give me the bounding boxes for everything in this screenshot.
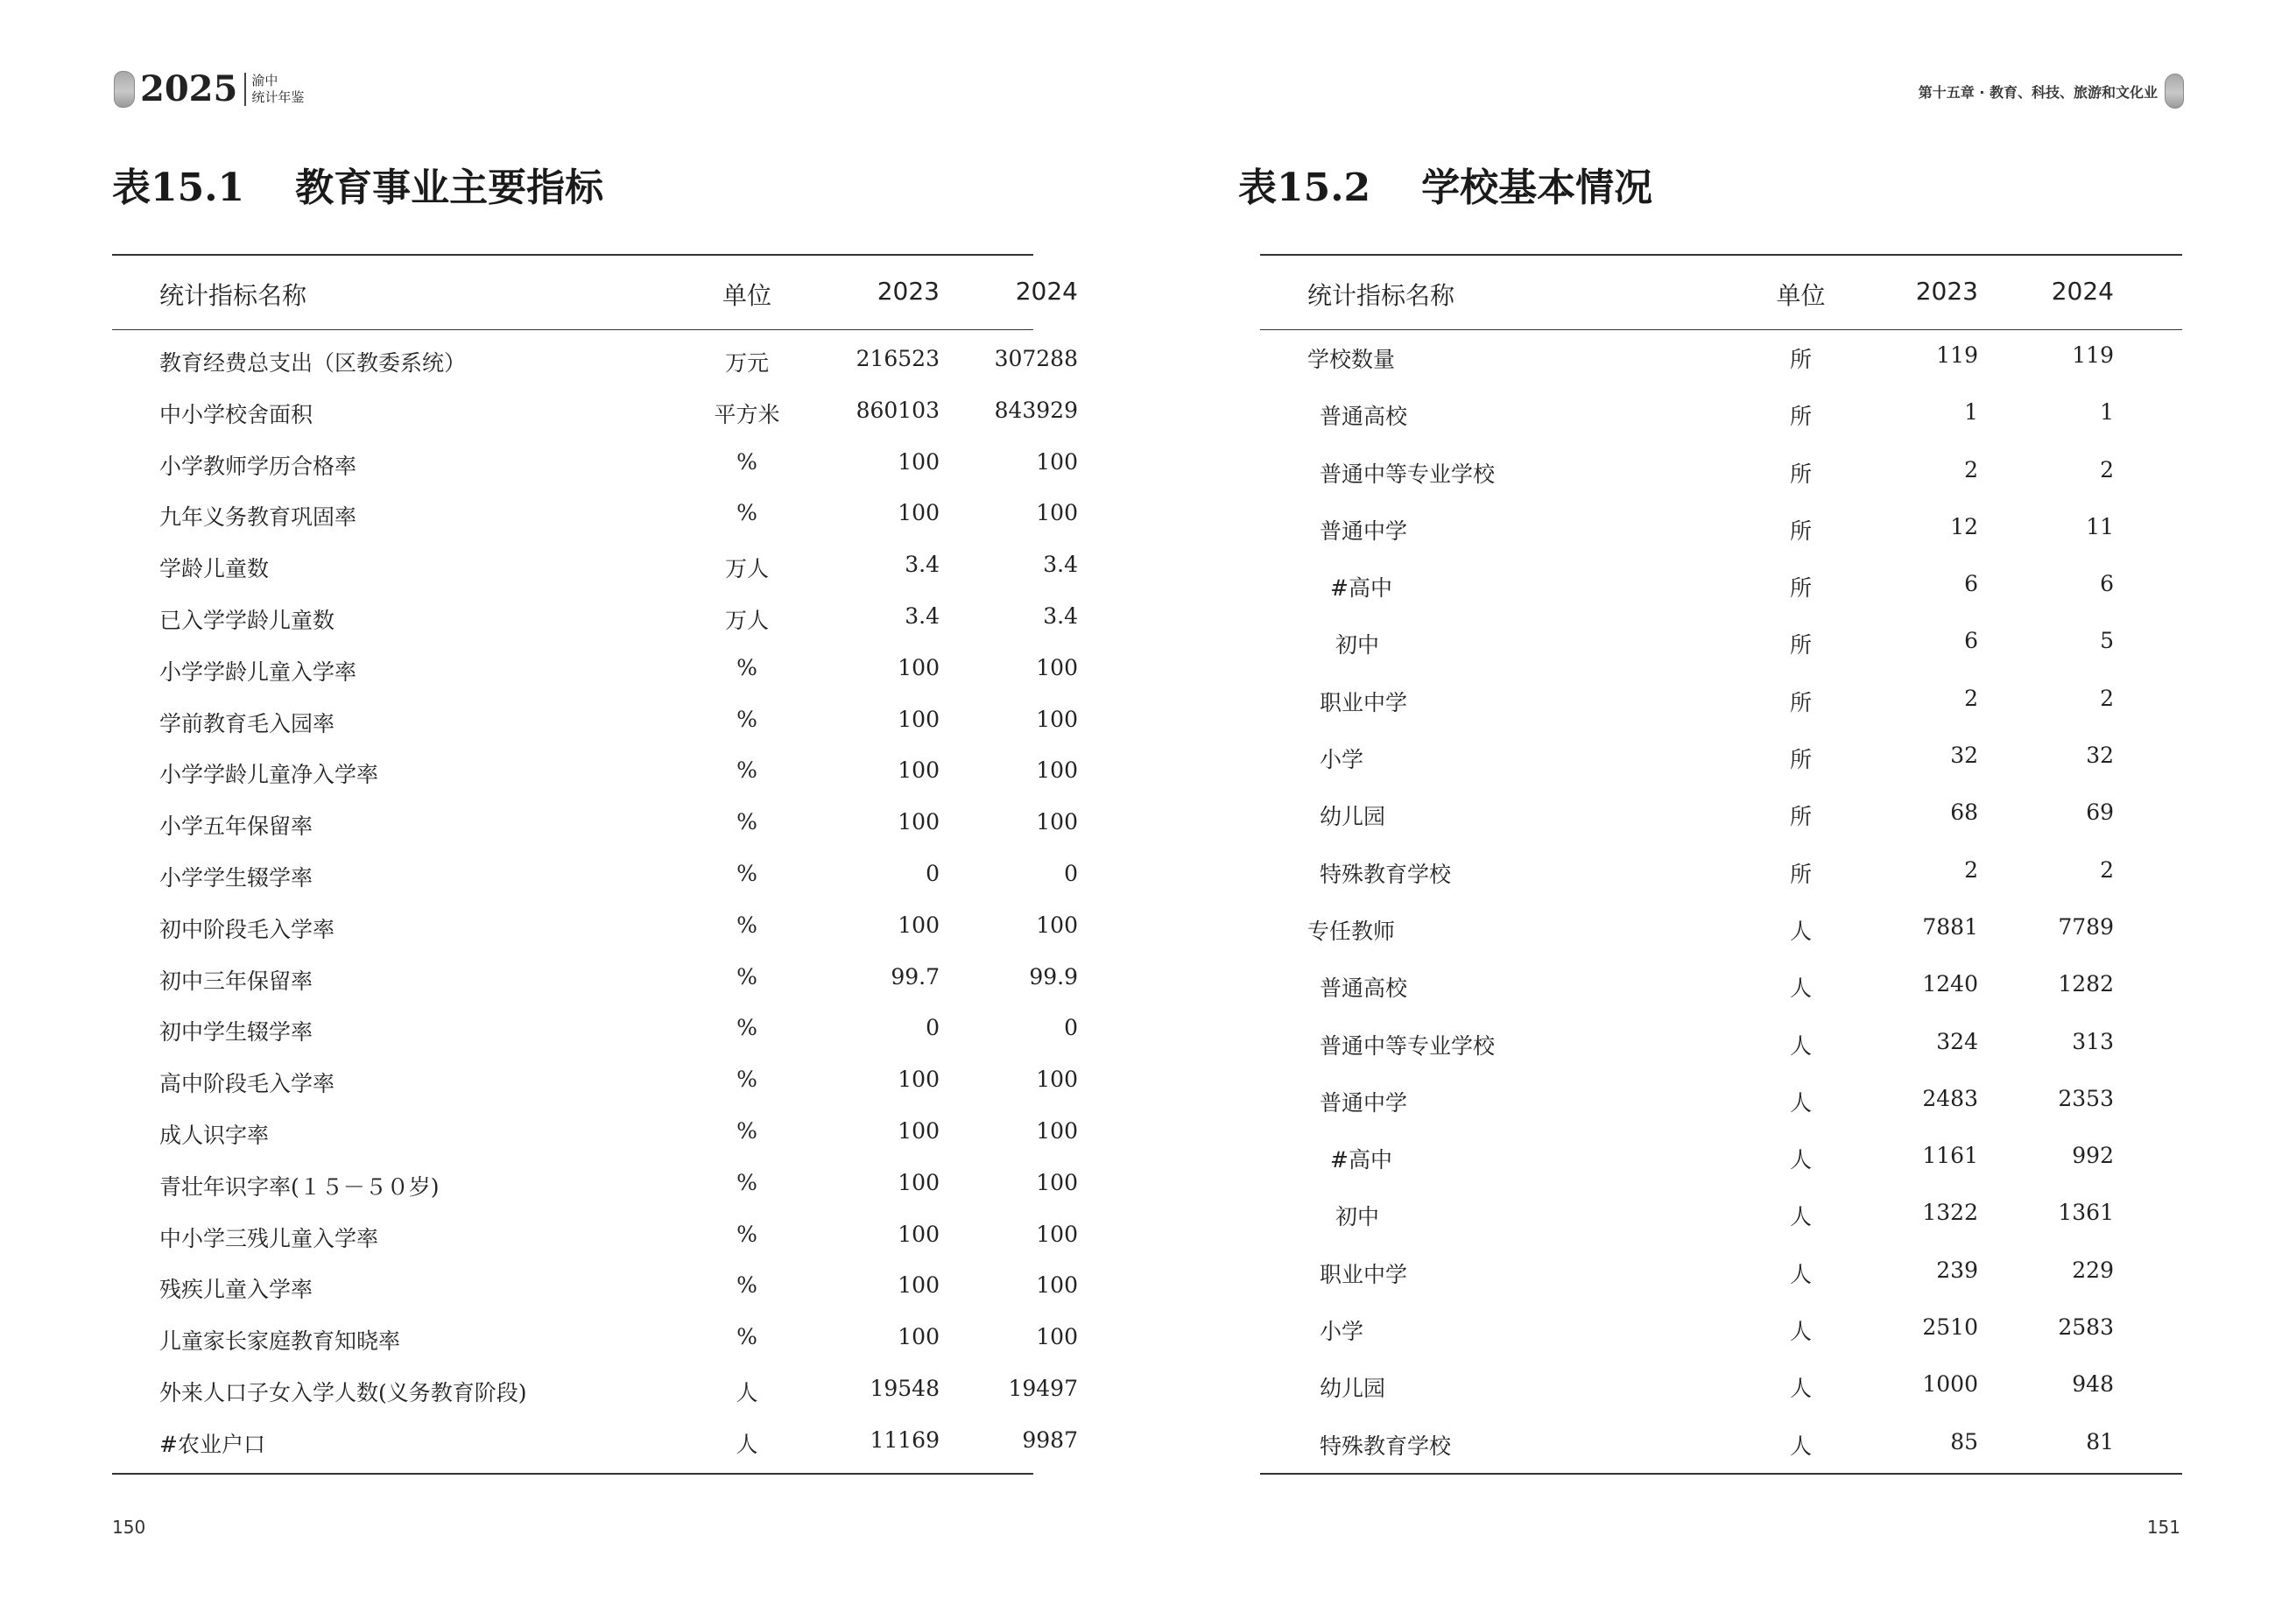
table-row bbox=[112, 1169, 1078, 1222]
col-header-unit: 单位 bbox=[722, 281, 771, 310]
row-value-2023: 100 bbox=[898, 448, 940, 475]
table-row bbox=[112, 1221, 1078, 1273]
table-row bbox=[1260, 399, 2182, 456]
row-value-2023: 119 bbox=[1936, 342, 1978, 368]
row-name: 学校数量 bbox=[1307, 347, 1396, 372]
row-value-2023: 100 bbox=[898, 1117, 940, 1144]
header-book-line2: 统计年鉴 bbox=[251, 88, 305, 105]
table-row bbox=[112, 346, 1078, 398]
row-unit: 所 bbox=[1789, 575, 1812, 602]
table-row bbox=[1260, 914, 2182, 971]
row-value-2024: 11 bbox=[2086, 513, 2114, 539]
row-unit: 所 bbox=[1789, 518, 1812, 544]
table2 bbox=[1260, 254, 2182, 1475]
row-value-2023: 1000 bbox=[1922, 1371, 1978, 1398]
chapter-title: 第十五章 · 教育、科技、旅游和文化业 bbox=[1918, 83, 2158, 101]
row-unit: 人 bbox=[1789, 1376, 1812, 1402]
header-divider bbox=[244, 73, 246, 106]
row-unit: 人 bbox=[1789, 1032, 1812, 1059]
row-value-2024: 69 bbox=[2086, 799, 2114, 826]
table-row bbox=[1260, 686, 2182, 743]
row-value-2023: 85 bbox=[1950, 1428, 1978, 1455]
row-value-2023: 100 bbox=[898, 757, 940, 784]
row-value-2023: 1 bbox=[1964, 399, 1978, 426]
table1-number: 表15.1 bbox=[112, 166, 245, 210]
row-value-2024: 2583 bbox=[2058, 1314, 2114, 1341]
header-book-title bbox=[251, 73, 304, 106]
row-unit: 所 bbox=[1789, 747, 1812, 773]
table-row bbox=[1260, 1429, 2182, 1486]
page-number-right: 151 bbox=[2146, 1517, 2180, 1538]
row-unit: 人 bbox=[1789, 1433, 1812, 1459]
row-value-2024: 100 bbox=[1036, 1324, 1078, 1350]
row-value-2023: 1161 bbox=[1922, 1143, 1978, 1169]
table-row bbox=[1260, 571, 2182, 628]
table-row bbox=[112, 448, 1078, 501]
row-name: #农业户口 bbox=[159, 1431, 265, 1457]
row-unit: 所 bbox=[1789, 861, 1812, 887]
row-value-2024: 992 bbox=[2072, 1143, 2114, 1169]
row-value-2023: 239 bbox=[1936, 1257, 1978, 1283]
header-book-line1: 渝中 bbox=[251, 72, 278, 88]
row-name: 教育经费总支出（区教委系统） bbox=[159, 350, 467, 376]
row-value-2024: 1 bbox=[2100, 399, 2114, 426]
row-value-2024: 100 bbox=[1036, 706, 1078, 732]
row-name: 学龄儿童数 bbox=[159, 556, 270, 582]
table2-title bbox=[1238, 156, 1652, 212]
row-value-2024: 100 bbox=[1036, 1169, 1078, 1195]
row-value-2023: 100 bbox=[898, 1169, 940, 1195]
table-row bbox=[112, 757, 1078, 809]
table-row bbox=[1260, 628, 2182, 685]
row-value-2023: 6 bbox=[1964, 628, 1978, 654]
table-row bbox=[1260, 514, 2182, 571]
table-row bbox=[112, 552, 1078, 603]
row-name: 儿童家长家庭教育知晓率 bbox=[159, 1328, 401, 1355]
row-value-2023: 216523 bbox=[856, 346, 940, 371]
row-unit: % bbox=[736, 1169, 757, 1195]
row-unit: 人 bbox=[1789, 976, 1812, 1002]
row-name: 初中 bbox=[1335, 1204, 1380, 1230]
row-value-2023: 100 bbox=[898, 654, 940, 680]
row-value-2024: 100 bbox=[1036, 809, 1078, 835]
row-value-2024: 100 bbox=[1036, 1272, 1078, 1299]
row-value-2023: 68 bbox=[1950, 799, 1978, 826]
table-row bbox=[1260, 457, 2182, 514]
table2-number: 表15.2 bbox=[1238, 166, 1371, 210]
table-row bbox=[1260, 857, 2182, 914]
row-name: 小学五年保留率 bbox=[159, 814, 313, 840]
row-value-2024: 313 bbox=[2072, 1028, 2114, 1054]
row-value-2023: 100 bbox=[898, 1067, 940, 1093]
row-value-2024: 2 bbox=[2100, 685, 2114, 711]
row-unit: % bbox=[736, 706, 757, 732]
page-number-left: 150 bbox=[112, 1517, 146, 1538]
table-row bbox=[112, 654, 1078, 707]
row-name: #高中 bbox=[1330, 575, 1392, 602]
table-row bbox=[1260, 971, 2182, 1028]
row-unit: 万元 bbox=[724, 350, 769, 376]
row-unit: 人 bbox=[1789, 1319, 1812, 1345]
table-row bbox=[112, 500, 1078, 552]
row-value-2024: 119 bbox=[2072, 342, 2114, 368]
row-name: 初中阶段毛入学率 bbox=[159, 916, 335, 942]
table1-title bbox=[112, 156, 603, 212]
row-unit: % bbox=[736, 1117, 757, 1144]
row-value-2024: 3.4 bbox=[1043, 602, 1078, 629]
table-row bbox=[1260, 1143, 2182, 1200]
table-row bbox=[1260, 1314, 2182, 1371]
table-row bbox=[112, 963, 1078, 1016]
row-name: 职业中学 bbox=[1320, 1261, 1408, 1287]
row-value-2024: 6 bbox=[2100, 571, 2114, 597]
row-value-2023: 1322 bbox=[1922, 1200, 1978, 1226]
row-unit: % bbox=[736, 757, 757, 784]
table-row bbox=[112, 706, 1078, 758]
row-name: 初中学生辍学率 bbox=[159, 1019, 313, 1046]
row-name: 成人识字率 bbox=[159, 1122, 270, 1148]
logo-icon bbox=[114, 71, 135, 108]
table-row bbox=[1260, 1371, 2182, 1428]
row-name: 小学 bbox=[1320, 747, 1364, 773]
row-unit: % bbox=[736, 1324, 757, 1350]
row-value-2023: 2 bbox=[1964, 685, 1978, 711]
row-value-2023: 100 bbox=[898, 706, 940, 732]
row-name: 小学学龄儿童入学率 bbox=[159, 659, 357, 685]
row-value-2024: 5 bbox=[2100, 628, 2114, 654]
row-name: 普通中等专业学校 bbox=[1320, 1032, 1496, 1059]
row-value-2024: 3.4 bbox=[1043, 552, 1078, 578]
col-header-2024: 2024 bbox=[1015, 277, 1078, 306]
row-value-2023: 3.4 bbox=[905, 552, 940, 578]
row-value-2023: 0 bbox=[926, 1015, 940, 1041]
row-value-2024: 100 bbox=[1036, 1067, 1078, 1093]
row-value-2024: 100 bbox=[1036, 1117, 1078, 1144]
row-value-2023: 100 bbox=[898, 809, 940, 835]
row-value-2023: 100 bbox=[898, 912, 940, 938]
table-row bbox=[112, 1015, 1078, 1067]
row-value-2023: 32 bbox=[1950, 743, 1978, 769]
table-row bbox=[1260, 743, 2182, 799]
table-row bbox=[1260, 799, 2182, 856]
table-row bbox=[112, 809, 1078, 861]
row-value-2023: 2510 bbox=[1922, 1314, 1978, 1341]
row-unit: % bbox=[736, 1272, 757, 1299]
row-name: 特殊教育学校 bbox=[1320, 861, 1452, 887]
row-value-2023: 2 bbox=[1964, 856, 1978, 883]
row-unit: % bbox=[736, 1067, 757, 1093]
row-name: 普通高校 bbox=[1320, 976, 1408, 1002]
table-row bbox=[112, 397, 1078, 449]
row-unit: % bbox=[736, 448, 757, 475]
table-row bbox=[1260, 1086, 2182, 1143]
row-unit: 人 bbox=[1789, 918, 1812, 944]
table-row bbox=[1260, 1200, 2182, 1257]
row-unit: 人 bbox=[736, 1431, 758, 1457]
table1 bbox=[112, 254, 1078, 1475]
row-value-2024: 229 bbox=[2072, 1257, 2114, 1283]
row-value-2024: 843929 bbox=[994, 397, 1078, 423]
table1-header bbox=[112, 256, 1078, 330]
table-row bbox=[112, 602, 1078, 655]
row-unit: % bbox=[736, 1015, 757, 1041]
row-value-2023: 19548 bbox=[870, 1375, 940, 1401]
row-unit: 万人 bbox=[724, 607, 769, 633]
table-row bbox=[112, 1117, 1078, 1170]
row-name: 专任教师 bbox=[1307, 918, 1396, 944]
row-value-2023: 2483 bbox=[1922, 1085, 1978, 1111]
row-unit: % bbox=[736, 1221, 757, 1247]
row-value-2023: 2 bbox=[1964, 456, 1978, 482]
row-unit: % bbox=[736, 654, 757, 680]
row-name: 小学学生辍学率 bbox=[159, 864, 313, 891]
col-header-unit: 单位 bbox=[1776, 281, 1826, 310]
row-value-2023: 324 bbox=[1936, 1028, 1978, 1054]
row-name: 已入学学龄儿童数 bbox=[159, 607, 335, 633]
table1-body bbox=[112, 330, 1078, 1479]
row-value-2024: 100 bbox=[1036, 500, 1078, 526]
row-unit: 所 bbox=[1789, 689, 1812, 715]
row-name: 普通中学 bbox=[1320, 518, 1408, 544]
row-name: 特殊教育学校 bbox=[1320, 1433, 1452, 1459]
row-name: #高中 bbox=[1330, 1147, 1392, 1173]
row-name: 初中三年保留率 bbox=[159, 968, 313, 994]
row-value-2024: 100 bbox=[1036, 757, 1078, 784]
row-value-2024: 81 bbox=[2086, 1428, 2114, 1455]
row-value-2024: 100 bbox=[1036, 654, 1078, 680]
row-value-2023: 1240 bbox=[1922, 971, 1978, 997]
col-header-2024: 2024 bbox=[2051, 277, 2114, 306]
col-header-name: 统计指标名称 bbox=[1307, 281, 1455, 310]
row-unit: 所 bbox=[1789, 347, 1812, 372]
row-value-2024: 100 bbox=[1036, 912, 1078, 938]
row-name: 高中阶段毛入学率 bbox=[159, 1071, 335, 1097]
row-value-2023: 6 bbox=[1964, 571, 1978, 597]
row-unit: 人 bbox=[1789, 1261, 1812, 1287]
logo-icon bbox=[2165, 74, 2184, 109]
col-header-2023: 2023 bbox=[1915, 277, 1978, 306]
row-unit: 所 bbox=[1789, 461, 1812, 487]
row-name: 幼儿园 bbox=[1320, 1376, 1386, 1402]
row-unit: 所 bbox=[1789, 804, 1812, 830]
row-value-2024: 100 bbox=[1036, 1221, 1078, 1247]
row-value-2024: 99.9 bbox=[1029, 963, 1078, 990]
chapter-header bbox=[1919, 74, 2184, 109]
row-value-2023: 100 bbox=[898, 500, 940, 526]
table-row bbox=[112, 1426, 1078, 1479]
yearbook-header bbox=[114, 68, 304, 109]
row-name: 初中 bbox=[1335, 632, 1380, 659]
table-row bbox=[112, 1067, 1078, 1118]
row-value-2023: 100 bbox=[898, 1324, 940, 1350]
row-value-2023: 7881 bbox=[1922, 913, 1978, 940]
row-unit: 人 bbox=[736, 1379, 758, 1405]
row-value-2024: 2 bbox=[2100, 456, 2114, 482]
col-header-name: 统计指标名称 bbox=[159, 281, 307, 310]
row-unit: 所 bbox=[1789, 632, 1812, 659]
row-name: 小学 bbox=[1320, 1319, 1364, 1345]
table2-caption: 学校基本情况 bbox=[1421, 166, 1653, 210]
row-name: 小学学龄儿童净入学率 bbox=[159, 762, 379, 788]
row-value-2024: 2353 bbox=[2058, 1085, 2114, 1111]
row-value-2023: 3.4 bbox=[905, 602, 940, 629]
table-row bbox=[112, 1272, 1078, 1324]
row-value-2023: 100 bbox=[898, 1221, 940, 1247]
row-name: 中小学三残儿童入学率 bbox=[159, 1225, 379, 1251]
row-value-2024: 1282 bbox=[2058, 971, 2114, 997]
row-name: 外来人口子女入学人数(义务教育阶段) bbox=[159, 1379, 527, 1405]
row-value-2023: 860103 bbox=[856, 397, 940, 423]
row-value-2023: 0 bbox=[926, 860, 940, 886]
row-value-2024: 7789 bbox=[2058, 913, 2114, 940]
row-name: 普通高校 bbox=[1320, 404, 1408, 430]
row-name: 残疾儿童入学率 bbox=[159, 1277, 313, 1303]
table1-caption: 教育事业主要指标 bbox=[295, 166, 604, 210]
table-row bbox=[1260, 342, 2182, 399]
table-row bbox=[1260, 1029, 2182, 1086]
row-unit: 所 bbox=[1789, 404, 1812, 430]
row-value-2024: 0 bbox=[1064, 1015, 1078, 1041]
row-value-2024: 948 bbox=[2072, 1371, 2114, 1398]
col-header-2023: 2023 bbox=[877, 277, 940, 306]
row-name: 学前教育毛入园率 bbox=[159, 710, 335, 736]
row-value-2024: 9987 bbox=[1022, 1426, 1078, 1453]
row-name: 青壮年识字率(１５－５０岁) bbox=[159, 1173, 440, 1200]
row-value-2024: 1361 bbox=[2058, 1200, 2114, 1226]
row-value-2024: 19497 bbox=[1008, 1375, 1078, 1401]
row-name: 普通中学 bbox=[1320, 1089, 1408, 1116]
row-unit: % bbox=[736, 912, 757, 938]
table-row bbox=[112, 1375, 1078, 1427]
row-name: 普通中等专业学校 bbox=[1320, 461, 1496, 487]
row-value-2023: 11169 bbox=[870, 1426, 940, 1453]
row-unit: 人 bbox=[1789, 1204, 1812, 1230]
table-row bbox=[1260, 1257, 2182, 1314]
row-name: 小学教师学历合格率 bbox=[159, 453, 357, 479]
row-unit: 人 bbox=[1789, 1147, 1812, 1173]
row-value-2023: 100 bbox=[898, 1272, 940, 1299]
row-value-2023: 99.7 bbox=[891, 963, 940, 990]
row-name: 中小学校舍面积 bbox=[159, 401, 313, 427]
table-row bbox=[112, 860, 1078, 912]
row-value-2024: 100 bbox=[1036, 448, 1078, 475]
row-name: 九年义务教育巩固率 bbox=[159, 504, 357, 531]
row-unit: % bbox=[736, 809, 757, 835]
table-row bbox=[112, 912, 1078, 964]
row-unit: 人 bbox=[1789, 1089, 1812, 1116]
row-value-2024: 0 bbox=[1064, 860, 1078, 886]
row-value-2023: 12 bbox=[1950, 513, 1978, 539]
table2-body bbox=[1260, 330, 2182, 1486]
row-name: 职业中学 bbox=[1320, 689, 1408, 715]
header-year: 2025 bbox=[140, 68, 238, 109]
row-unit: % bbox=[736, 500, 757, 526]
row-unit: 平方米 bbox=[714, 401, 780, 427]
row-name: 幼儿园 bbox=[1320, 804, 1386, 830]
table-row bbox=[112, 1324, 1078, 1376]
row-unit: % bbox=[736, 860, 757, 886]
row-unit: 万人 bbox=[724, 556, 769, 582]
row-unit: % bbox=[736, 963, 757, 990]
row-value-2024: 2 bbox=[2100, 856, 2114, 883]
row-value-2024: 32 bbox=[2086, 743, 2114, 769]
table2-header bbox=[1260, 256, 2182, 330]
row-value-2024: 307288 bbox=[994, 346, 1078, 371]
